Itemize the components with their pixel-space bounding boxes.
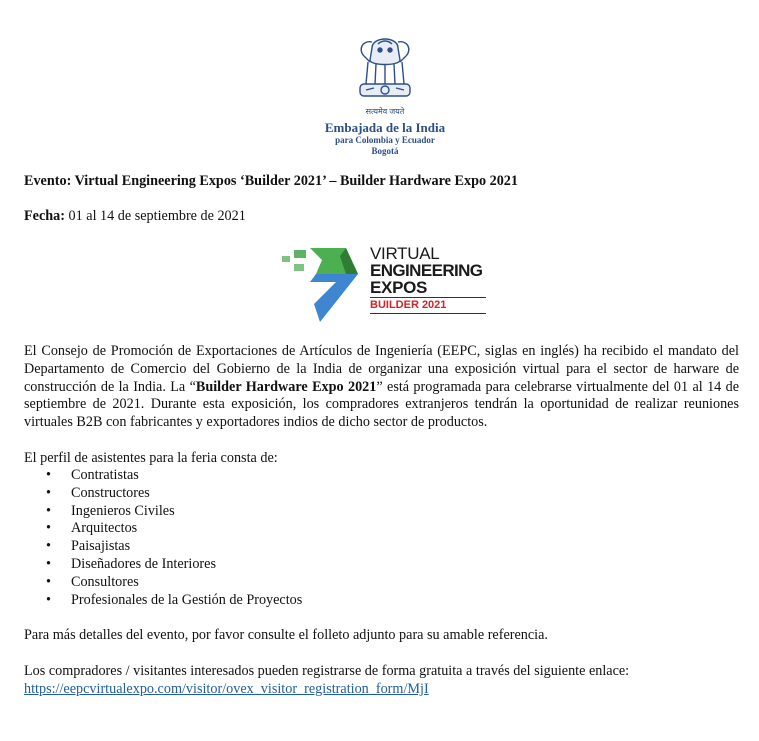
registration-link[interactable]: https://eepcvirtualexpo.com/visitor/ovex_visitor_registration_form/MjI <box>24 681 429 697</box>
registration-note: Los compradores / visitantes interesados pueden registrarse de forma gratuita a través del siguiente enlace: <box>24 663 630 679</box>
list-item-text: Diseñadores de Interiores <box>71 555 216 572</box>
bullet-icon: • <box>46 591 51 608</box>
bullet-icon: • <box>46 484 51 501</box>
list-item-text: Arquitectos <box>71 520 138 537</box>
logo-text-virtual: VIRTUAL <box>370 244 440 263</box>
date-label: Fecha: <box>24 208 65 224</box>
bullet-icon: • <box>46 573 51 590</box>
attendee-profile-list <box>24 467 302 609</box>
expo-logo-mark-icon <box>280 246 364 322</box>
national-emblem-icon <box>342 26 428 106</box>
logo-wordmark <box>370 246 486 314</box>
list-item <box>24 503 302 521</box>
list-item-text: Ingenieros Civiles <box>71 502 175 519</box>
emblem-motto: सत्यमेव जयते <box>365 107 405 116</box>
details-note: Para más detalles del evento, por favor consulte el folleto adjunto para su amable referencia. <box>24 627 548 643</box>
list-item <box>24 538 302 556</box>
intro-text-1: El Consejo de Promoción de Exportaciones de Artículos de Ingeniería (EEPC, siglas en inglés) ha recibido el mandato del Departamento de Comercio del Gobierno de la India de organizar una exposición virtual para el sector de harware de construcción de la India. La “ <box>24 343 739 395</box>
list-item <box>24 574 302 592</box>
event-title: Evento: Virtual Engineering Expos ‘Builder 2021’ – Builder Hardware Expo 2021 <box>24 173 518 189</box>
bullet-icon: • <box>46 502 51 519</box>
profile-intro: El perfil de asistentes para la feria consta de: <box>24 450 278 466</box>
list-item-text: Contratistas <box>71 467 139 483</box>
list-item <box>24 520 302 538</box>
embassy-header <box>300 26 470 157</box>
logo-text-expos: EXPOS <box>370 279 486 298</box>
list-item-text: Paisajistas <box>71 538 131 555</box>
date-value: 01 al 14 de septiembre de 2021 <box>64 208 246 224</box>
bullet-icon: • <box>46 467 51 483</box>
logo-text-engineering: ENGINEERING <box>370 261 483 280</box>
list-item <box>24 467 302 485</box>
logo-text-builder: BUILDER 2021 <box>370 298 486 314</box>
list-item <box>24 556 302 574</box>
bullet-icon: • <box>46 538 51 555</box>
list-item-text: Constructores <box>71 484 150 501</box>
event-date <box>24 208 246 226</box>
embassy-subtitle: para Colombia y Ecuador <box>335 135 435 145</box>
list-item <box>24 592 302 610</box>
intro-text-2: ” está programada para celebrarse virtualmente del 01 al 14 de septiembre de 2021. Durante esta exposición, los compradores extranjeros tendrán la oportunidad de realizar reuniones virtuales B2B con fabricantes y exportadores indios de dicho sector de productos. <box>24 378 740 431</box>
list-item <box>24 485 302 503</box>
bullet-icon: • <box>46 520 51 537</box>
bullet-icon: • <box>46 555 51 572</box>
list-item-text: Consultores <box>71 573 139 590</box>
list-item-text: Profesionales de la Gestión de Proyectos <box>71 591 303 608</box>
embassy-city: Bogotá <box>371 146 399 156</box>
embassy-name: Embajada de la India <box>324 120 446 135</box>
intro-paragraph <box>24 343 739 432</box>
virtual-engineering-expos-logo <box>280 246 490 324</box>
expo-name-bold: Builder Hardware Expo 2021 <box>195 378 377 395</box>
